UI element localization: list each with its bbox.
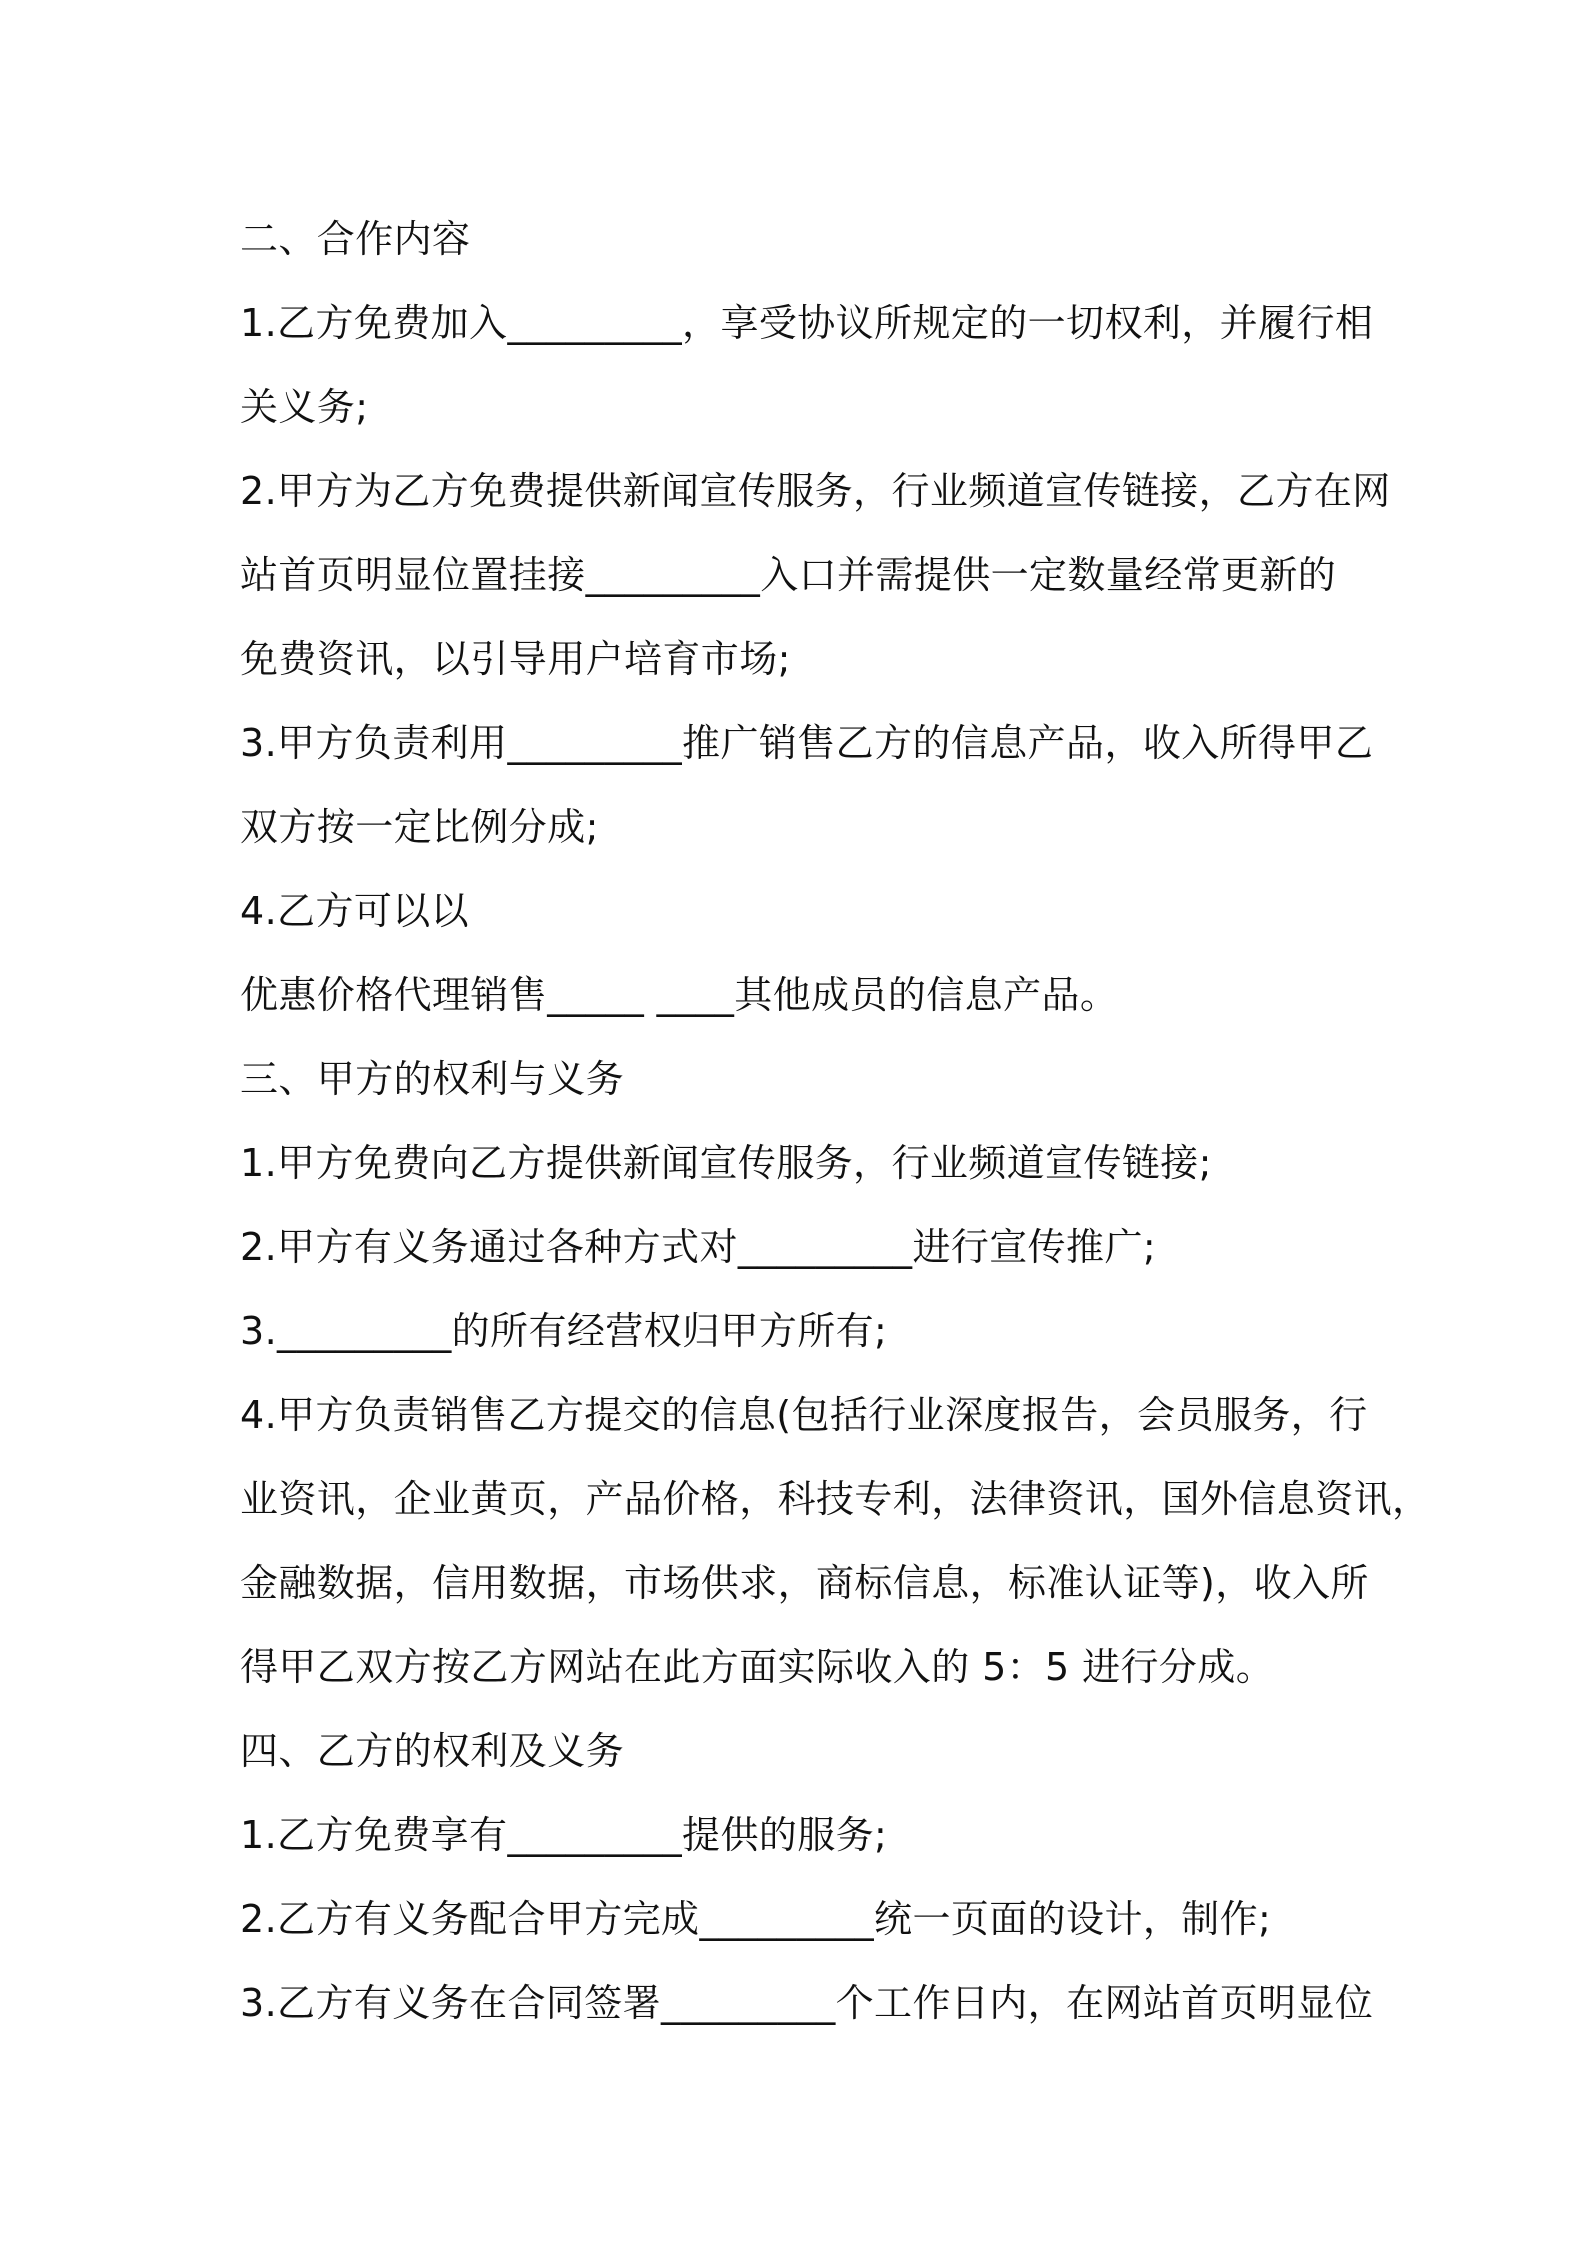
paragraph-line: 站首页明显位置挂接_________入口并需提供一定数量经常更新的 [240, 553, 1337, 597]
paragraph-line: 4.乙方可以以 [240, 889, 470, 933]
paragraph-line: 2.甲方为乙方免费提供新闻宣传服务，行业频道宣传链接，乙方在网 [240, 469, 1391, 513]
section-heading-cooperation: 二、合作内容 [240, 217, 471, 261]
paragraph-line: 4.甲方负责销售乙方提交的信息(包括行业深度报告，会员服务，行 [240, 1393, 1368, 1437]
section-heading-party-b: 四、乙方的权利及义务 [240, 1729, 625, 1773]
paragraph-line: 优惠价格代理销售_____ ____其他成员的信息产品。 [240, 973, 1119, 1017]
paragraph-line: 1.乙方免费享有_________提供的服务; [240, 1813, 888, 1857]
paragraph-line: 2.甲方有义务通过各种方式对_________进行宣传推广; [240, 1225, 1157, 1269]
section-heading-party-a: 三、甲方的权利与义务 [240, 1057, 625, 1101]
paragraph-line: 得甲乙双方按乙方网站在此方面实际收入的 5：5 进行分成。 [240, 1645, 1275, 1689]
paragraph-line: 2.乙方有义务配合甲方完成_________统一页面的设计，制作; [240, 1897, 1272, 1941]
paragraph-line: 金融数据，信用数据，市场供求，商标信息，标准认证等)，收入所 [240, 1561, 1369, 1605]
paragraph-line: 3.乙方有义务在合同签署_________个工作日内，在网站首页明显位 [240, 1981, 1374, 2025]
document-body [240, 197, 1431, 2045]
paragraph-line: 业资讯，企业黄页，产品价格，科技专利，法律资讯，国外信息资讯， [240, 1477, 1431, 1521]
paragraph-line: 3.甲方负责利用_________推广销售乙方的信息产品，收入所得甲乙 [240, 721, 1374, 765]
paragraph-line: 免费资讯，以引导用户培育市场; [240, 637, 791, 681]
paragraph-line: 1.甲方免费向乙方提供新闻宣传服务，行业频道宣传链接; [240, 1141, 1212, 1185]
paragraph-line: 3._________的所有经营权归甲方所有; [240, 1309, 888, 1353]
paragraph-line: 关义务; [240, 385, 369, 429]
paragraph-line: 1.乙方免费加入_________，享受协议所规定的一切权利，并履行相 [240, 301, 1374, 345]
paragraph-line: 双方按一定比例分成; [240, 805, 599, 849]
